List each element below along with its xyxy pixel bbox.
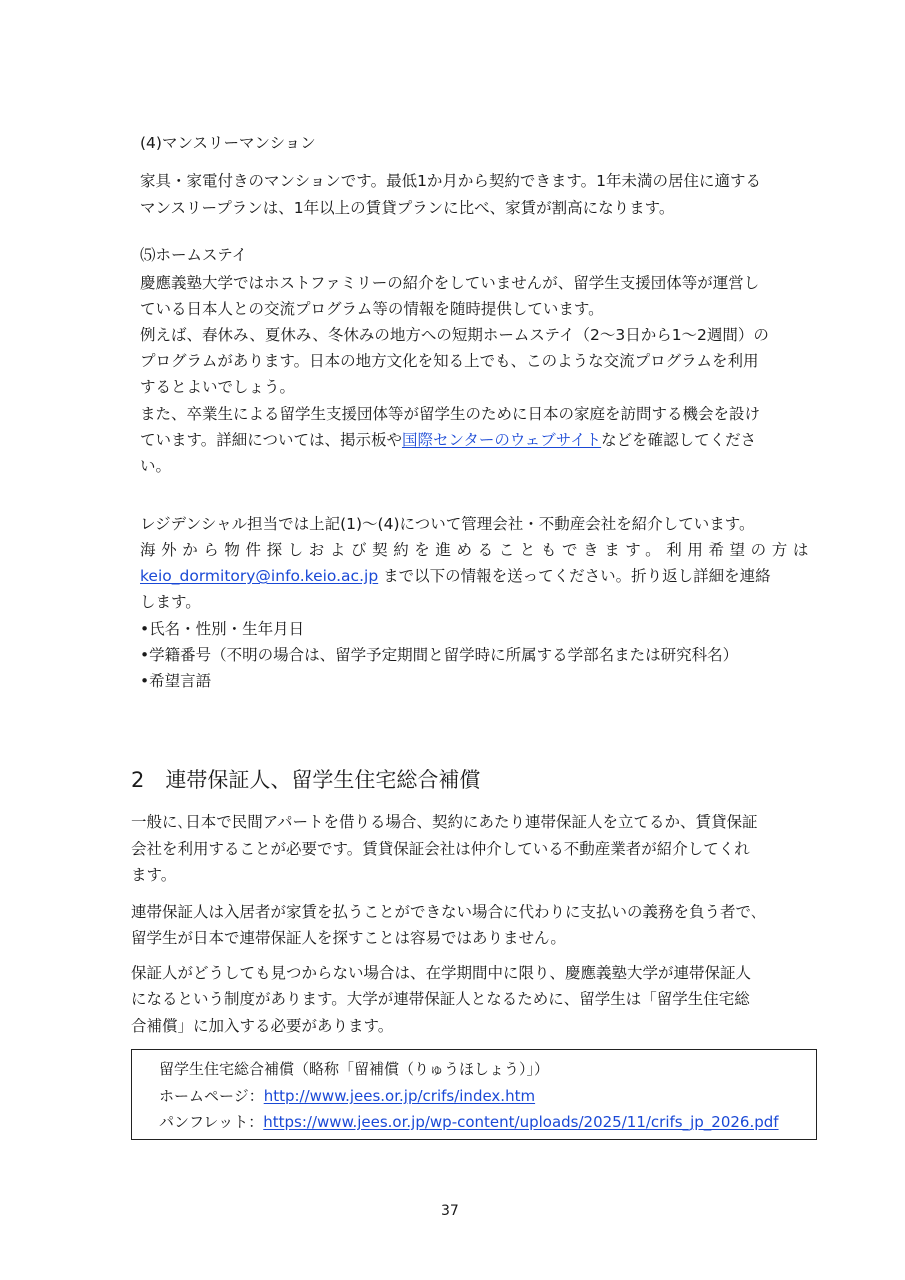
section-4-line-2: マンスリープランは、1年以上の賃貸プランに比べ、家賃が割高になります。 xyxy=(140,199,675,217)
section-2-para-3-line-3: 合補償」に加入する必要があります。 xyxy=(131,1017,394,1035)
section-2-para-1-line-3: ます。 xyxy=(131,866,177,884)
section-5-line-1: 慶應義塾大学ではホストファミリーの紹介をしていませんが、留学生支援団体等が運営し xyxy=(140,274,760,292)
insurance-pamphlet-row xyxy=(159,1112,779,1132)
residential-line-3 xyxy=(140,566,771,586)
residential-line-3-post: まで以下の情報を送ってください。折り返し詳細を連絡 xyxy=(378,567,771,585)
section-2-para-2-line-1: 連帯保証人は入居者が家賃を払うことができない場合に代わりに支払いの義務を負う者で､ xyxy=(131,903,759,921)
section-5-heading: ⑸ホームステイ xyxy=(140,246,248,264)
section-5-line-3: 例えば、春休み、夏休み、冬休みの地方への短期ホームステイ（2〜3日から1〜2週間）の xyxy=(140,326,769,344)
page-number: 37 xyxy=(441,1203,459,1219)
pamphlet-link[interactable]: https://www.jees.or.jp/wp-content/uploads/2025/11/crifs_jp_2026.pdf xyxy=(263,1113,779,1131)
section-5-line-8: い。 xyxy=(140,457,172,475)
section-2-para-2-line-2: 留学生が日本で連帯保証人を探すことは容易ではありません。 xyxy=(131,929,566,947)
intl-center-website-link[interactable]: 国際センターのウェブサイト xyxy=(401,431,602,449)
residential-line-1: レジデンシャル担当では上記(1)〜(4)について管理会社・不動産会社を紹介しています。 xyxy=(140,515,755,533)
section-5-line-7-post: などを確認してくださ xyxy=(601,431,757,449)
section-2-para-1-line-1: 一般に､日本で民間アパートを借りる場合、契約にあたり連帯保証人を立てるか、賃貸保証 xyxy=(131,813,758,831)
section-2-para-3-line-2: になるという制度があります。大学が連帯保証人となるために、留学生は「留学生住宅総 xyxy=(131,990,750,1008)
section-2-para-3-line-1: 保証人がどうしても見つからない場合は、在学期間中に限り、慶應義塾大学が連帯保証人 xyxy=(131,964,752,982)
section-5-line-2: ている日本人との交流プログラム等の情報を随時提供しています。 xyxy=(140,300,604,318)
section-5-line-7 xyxy=(140,430,756,450)
bullet-language: •希望言語 xyxy=(140,672,212,690)
bullet-student-id: •学籍番号（不明の場合は、留学予定期間と留学時に所属する学部名または研究科名） xyxy=(140,646,739,664)
dormitory-email-link[interactable]: keio_dormitory@info.keio.ac.jp xyxy=(140,567,379,585)
section-5-line-4: プログラムがあります。日本の地方文化を知る上でも、このような交流プログラムを利用 xyxy=(140,352,759,370)
section-4-heading: (4)マンスリーマンション xyxy=(140,134,316,152)
section-2-heading: 2 連帯保証人、留学生住宅総合補償 xyxy=(131,768,481,792)
section-2-para-1-line-2: 会社を利用することが必要です。賃貸保証会社は仲介している不動産業者が紹介してくれ xyxy=(131,840,750,858)
insurance-box-title: 留学生住宅総合補償（略称「留補償（りゅうほしょう）」） xyxy=(159,1060,550,1078)
pamphlet-label: パンフレット： xyxy=(159,1113,264,1131)
insurance-homepage-row xyxy=(159,1086,535,1106)
section-5-line-5: するとよいでしょう。 xyxy=(140,378,296,396)
homepage-label: ホームページ： xyxy=(159,1087,264,1105)
section-5-line-6: また、卒業生による留学生支援団体等が留学生のために日本の家庭を訪問する機会を設け xyxy=(140,405,761,423)
homepage-link[interactable]: http://www.jees.or.jp/crifs/index.htm xyxy=(263,1087,536,1105)
section-5-line-7-pre: ています。詳細については、掲示板や xyxy=(140,431,402,449)
residential-line-4: します。 xyxy=(140,593,201,611)
residential-line-2: 海外から物件探しおよび契約を進めることもできます。利用希望の方は xyxy=(140,541,814,559)
section-4-line-1: 家具・家電付きのマンションです。最低1か月から契約できます。1年未満の居住に適する xyxy=(140,172,762,190)
bullet-name: •氏名・性別・生年月日 xyxy=(140,620,305,638)
